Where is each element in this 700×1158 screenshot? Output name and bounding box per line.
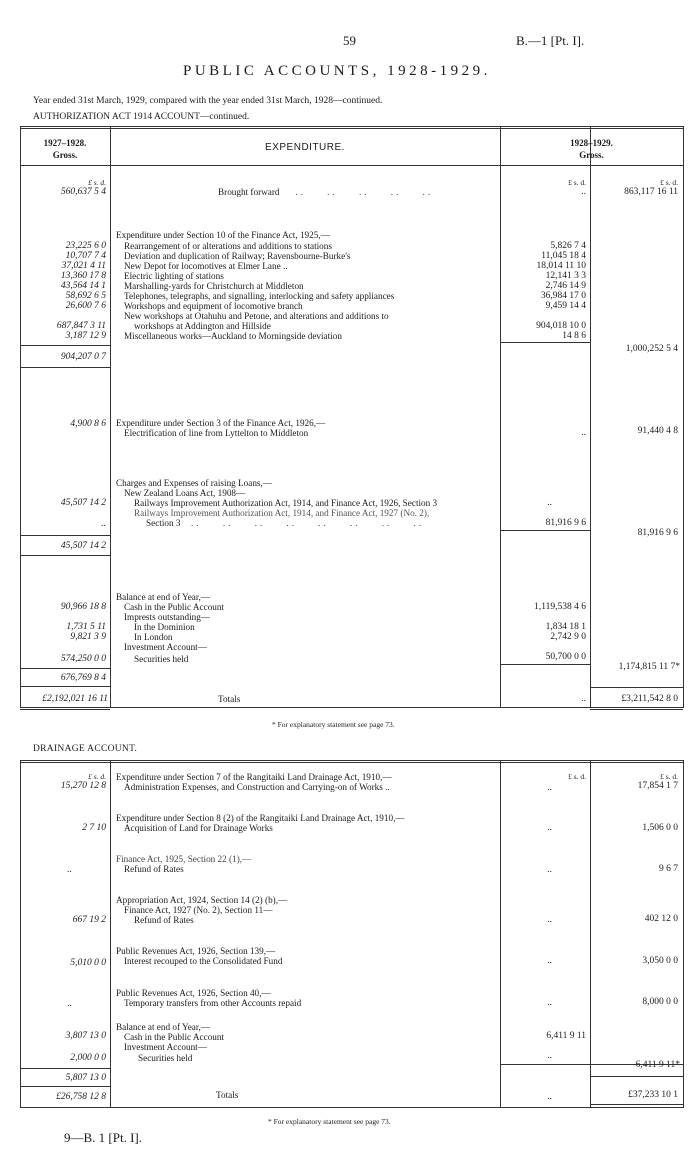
drainage-cash-label: Cash in the Public Account [124, 1032, 225, 1042]
imprests-label: Imprests outstanding— [124, 612, 210, 622]
drainage-row-prev: .. [67, 865, 72, 875]
drainage-section-title: DRAINAGE ACCOUNT. [33, 744, 138, 754]
s10-item-prev: 43,564 14 1 [60, 281, 106, 291]
london-mid: 2,742 9 0 [550, 632, 586, 642]
drainage-row-curr: 9 6 7 [659, 864, 678, 874]
totals-curr: £3,211,542 8 0 [621, 694, 678, 704]
s3-curr: 91,440 4 8 [637, 426, 678, 436]
cash-mid: 1,119,538 4 6 [534, 602, 586, 612]
drainage-row-curr: 3,050 0 0 [642, 956, 678, 966]
s10-item-prev: 3,187 12 9 [65, 331, 106, 341]
drainage-balance-heading: Balance at end of Year,— [116, 1022, 211, 1032]
drainage-row-heading: Expenditure under Section 8 (2) of the Rangitaiki Land Drainage Act, 1910,— [116, 813, 405, 823]
securities-label: Securities held [134, 654, 189, 664]
header-curr-year: 1928–1929. Gross. [570, 138, 613, 160]
loans-item-2-prev: .. [101, 519, 106, 529]
s10-item-prev: 13,360 17 8 [60, 271, 106, 281]
s10-item-prev: 23,225 6 0 [65, 241, 106, 251]
drainage-securities-prev: 2,000 0 0 [70, 1053, 106, 1063]
drainage-row-item: Refund of Rates [134, 915, 194, 925]
s3-prev: 4,900 8 6 [70, 419, 106, 429]
balance-total-curr: 1,174,815 11 7* [618, 662, 680, 672]
drainage-totals-mid: .. [547, 1092, 552, 1102]
header-prev-year: 1927–1928. Gross. [43, 138, 87, 160]
drainage-footnote: * For explanatory statement see page 73. [268, 1117, 391, 1126]
drainage-row-sub: Finance Act, 1927 (No. 2), Section 11— [124, 905, 273, 915]
page-number: 59 [343, 33, 356, 48]
authorization-section-title: AUTHORIZATION ACT 1914 ACCOUNT—continued. [33, 112, 250, 122]
header-expenditure: EXPENDITURE. [265, 142, 345, 153]
loans-total-prev: 45,507 14 2 [60, 541, 106, 551]
brought-forward-mid: .. [581, 187, 586, 197]
securities-prev: 574,250 0 0 [60, 654, 106, 664]
loans-item-1-prev: 45,507 14 2 [60, 498, 106, 508]
s10-heading: Expenditure under Section 10 of the Finance Act, 1925,— [116, 230, 330, 240]
drainage-row-prev: 667 19 2 [72, 915, 106, 925]
loans-total-curr: 81,916 9 6 [637, 528, 678, 538]
s10-item: Marshalling-yards for Christchurch at Middleton [124, 281, 304, 291]
drainage-row-mid: .. [547, 783, 552, 793]
units-prev: £ s. d. [88, 178, 106, 187]
loans-item-2-mid: 81,916 9 6 [545, 518, 586, 528]
loans-item-1: Railways Improvement Authorization Act, 1914, and Finance Act, 1926, Section 3 [134, 498, 438, 508]
s10-item-mid: 36,984 17 0 [540, 291, 586, 301]
authorization-footnote: * For explanatory statement see page 73. [272, 720, 395, 729]
s10-item: New workshops at Otahuhu and Petone, and alterations and additions to [124, 311, 389, 321]
s10-item-mid: 18,014 11 10 [536, 261, 586, 271]
s10-item-mid: 12,141 3 3 [545, 271, 586, 281]
s10-item-prev: 10,707 7 4 [65, 251, 106, 261]
brought-forward-curr: 863,117 16 11 [624, 187, 678, 197]
s10-item-prev: 37,021 4 11 [61, 261, 106, 271]
securities-mid: 50,700 0 0 [545, 652, 586, 662]
page-footer: 9—B. 1 [Pt. I]. [64, 1130, 142, 1145]
s3-mid: .. [581, 428, 586, 438]
loans-heading: Charges and Expenses of raising Loans,— [116, 478, 272, 488]
drainage-row-item: Temporary transfers from other Accounts repaid [124, 998, 302, 1008]
loans-item-1-mid: .. [547, 498, 552, 508]
drainage-row-mid: .. [547, 865, 552, 875]
balance-total-prev: 676,769 8 4 [60, 673, 106, 683]
drainage-row-mid: .. [547, 823, 552, 833]
drainage-row-curr: 402 12 0 [644, 914, 678, 924]
s10-item: Miscellaneous works—Auckland to Morningside deviation [124, 331, 342, 341]
s10-total-prev: 904,207 0 7 [60, 352, 106, 362]
drainage-units-curr: £ s. d. [660, 772, 678, 781]
s3-heading: Expenditure under Section 3 of the Finance Act, 1926,— [116, 418, 326, 428]
drainage-row-heading: Finance Act, 1925, Section 22 (1),— [116, 854, 252, 864]
drainage-balance-total-curr: 6,411 9 11* [635, 1060, 680, 1070]
s10-item: Workshops and equipment of locomotive branch [124, 301, 303, 311]
s10-item-mid: 11,045 18 4 [541, 251, 586, 261]
drainage-row-heading: Appropriation Act, 1924, Section 14 (2) (b),— [116, 895, 288, 905]
s10-item-mid: 2,746 14 9 [545, 281, 586, 291]
totals-prev: £2,192,021 16 11 [42, 694, 108, 704]
drainage-totals-prev: £26,758 12 8 [56, 1092, 106, 1102]
drainage-units-prev: £ s. d. [88, 772, 106, 781]
s10-item-mid: 5,826 7 4 [550, 241, 586, 251]
drainage-row-item: Interest recouped to the Consolidated Fund [124, 956, 283, 966]
s10-item: Rearrangement of or alterations and additions to stations [124, 241, 332, 251]
brought-forward-label: Brought forward .. .. .. .. .. [218, 187, 434, 197]
s10-item-prev: 58,692 6 5 [65, 291, 106, 301]
drainage-investment-label: Investment Account— [124, 1042, 207, 1052]
balance-heading: Balance at end of Year,— [116, 592, 211, 602]
brought-forward-prev: 560,637 5 4 [60, 187, 106, 197]
drainage-row-curr: 1,506 0 0 [642, 823, 678, 833]
drainage-row-prev: 15,270 12 8 [60, 781, 106, 791]
drainage-row-curr: 8,000 0 0 [642, 997, 678, 1007]
drainage-cash-mid: 6,411 9 11 [546, 1031, 586, 1041]
drainage-row-curr: 17,854 1 7 [637, 781, 678, 791]
s10-item: Deviation and duplication of Railway; Ravensbourne-Burke's [124, 251, 351, 261]
loans-item-2b: Section 3 .. .. .. .. .. .. .. .. [146, 518, 425, 528]
dominion-mid: 1,834 18 1 [545, 622, 586, 632]
drainage-row-heading: Public Revenues Act, 1926, Section 139,— [116, 946, 276, 956]
drainage-balance-total-prev: 5,807 13 0 [65, 1073, 106, 1083]
s10-item-mid: 904,018 10 0 [536, 321, 586, 331]
totals-mid: .. [581, 694, 586, 704]
cash-label: Cash in the Public Account [124, 602, 225, 612]
drainage-row-item: Acquisition of Land for Drainage Works [124, 823, 273, 833]
drainage-row-mid: .. [547, 956, 552, 966]
dominion-label: In the Dominion [134, 622, 195, 632]
loans-sub: New Zealand Loans Act, 1908— [124, 488, 246, 498]
page-reference: B.—1 [Pt. I]. [516, 33, 585, 48]
drainage-units-mid: £ s. d. [568, 772, 586, 781]
drainage-securities-mid: .. [547, 1051, 552, 1061]
drainage-row-item: Refund of Rates [124, 864, 184, 874]
drainage-cash-prev: 3,807 13 0 [65, 1031, 106, 1041]
s10-item-mid: 9,459 14 4 [545, 301, 586, 311]
page-title: PUBLIC ACCOUNTS, 1928-1929. [183, 63, 491, 79]
s10-item-mid: 14 8 6 [562, 331, 586, 341]
s10-item: New Depot for locomotives at Elmer Lane .. [124, 261, 288, 271]
drainage-row-heading: Public Revenues Act, 1926, Section 40,— [116, 988, 271, 998]
loans-item-2a: Railways Improvement Authorization Act, 1914, and Finance Act, 1927 (No. 2), [134, 508, 430, 518]
units-curr: £ s. d. [660, 178, 678, 187]
investment-label: Investment Account— [124, 642, 207, 652]
drainage-row-prev: 2 7 10 [82, 823, 106, 833]
s10-item: workshops at Addington and Hillside [134, 321, 271, 331]
drainage-row-prev: .. [67, 999, 72, 1009]
units-mid: £ s. d. [568, 178, 586, 187]
drainage-row-mid: .. [547, 998, 552, 1008]
totals-label: Totals [218, 694, 241, 704]
london-label: In London [134, 632, 173, 642]
drainage-row-heading: Expenditure under Section 7 of the Rangitaiki Land Drainage Act, 1910,— [116, 772, 392, 782]
cash-prev: 90,966 18 8 [60, 602, 106, 612]
drainage-securities-label: Securities held [138, 1053, 193, 1063]
s10-item-prev: 687,847 3 11 [56, 321, 106, 331]
drainage-row-item: Administration Expenses, and Construction and Carrying-on of Works .. [124, 782, 390, 792]
page-subtitle: Year ended 31st March, 1929, compared with the year ended 31st March, 1928—continued. [33, 96, 383, 106]
london-prev: 9,821 3 9 [70, 632, 106, 642]
drainage-row-prev: 5,010 0 0 [70, 958, 106, 968]
s10-item-prev: 26,600 7 6 [65, 301, 106, 311]
drainage-totals-label: Totals [216, 1090, 239, 1100]
dominion-prev: 1,731 5 11 [66, 622, 106, 632]
drainage-totals-curr: £37,233 10 1 [628, 1090, 678, 1100]
s10-total-curr: 1,000,252 5 4 [625, 344, 678, 354]
s10-item: Electric lighting of stations [124, 271, 224, 281]
drainage-row-mid: .. [547, 915, 552, 925]
s3-item: Electrification of line from Lyttelton to Middleton [124, 428, 309, 438]
s10-item: Telephones, telegraphs, and signalling, interlocking and safety appliances [124, 291, 395, 301]
